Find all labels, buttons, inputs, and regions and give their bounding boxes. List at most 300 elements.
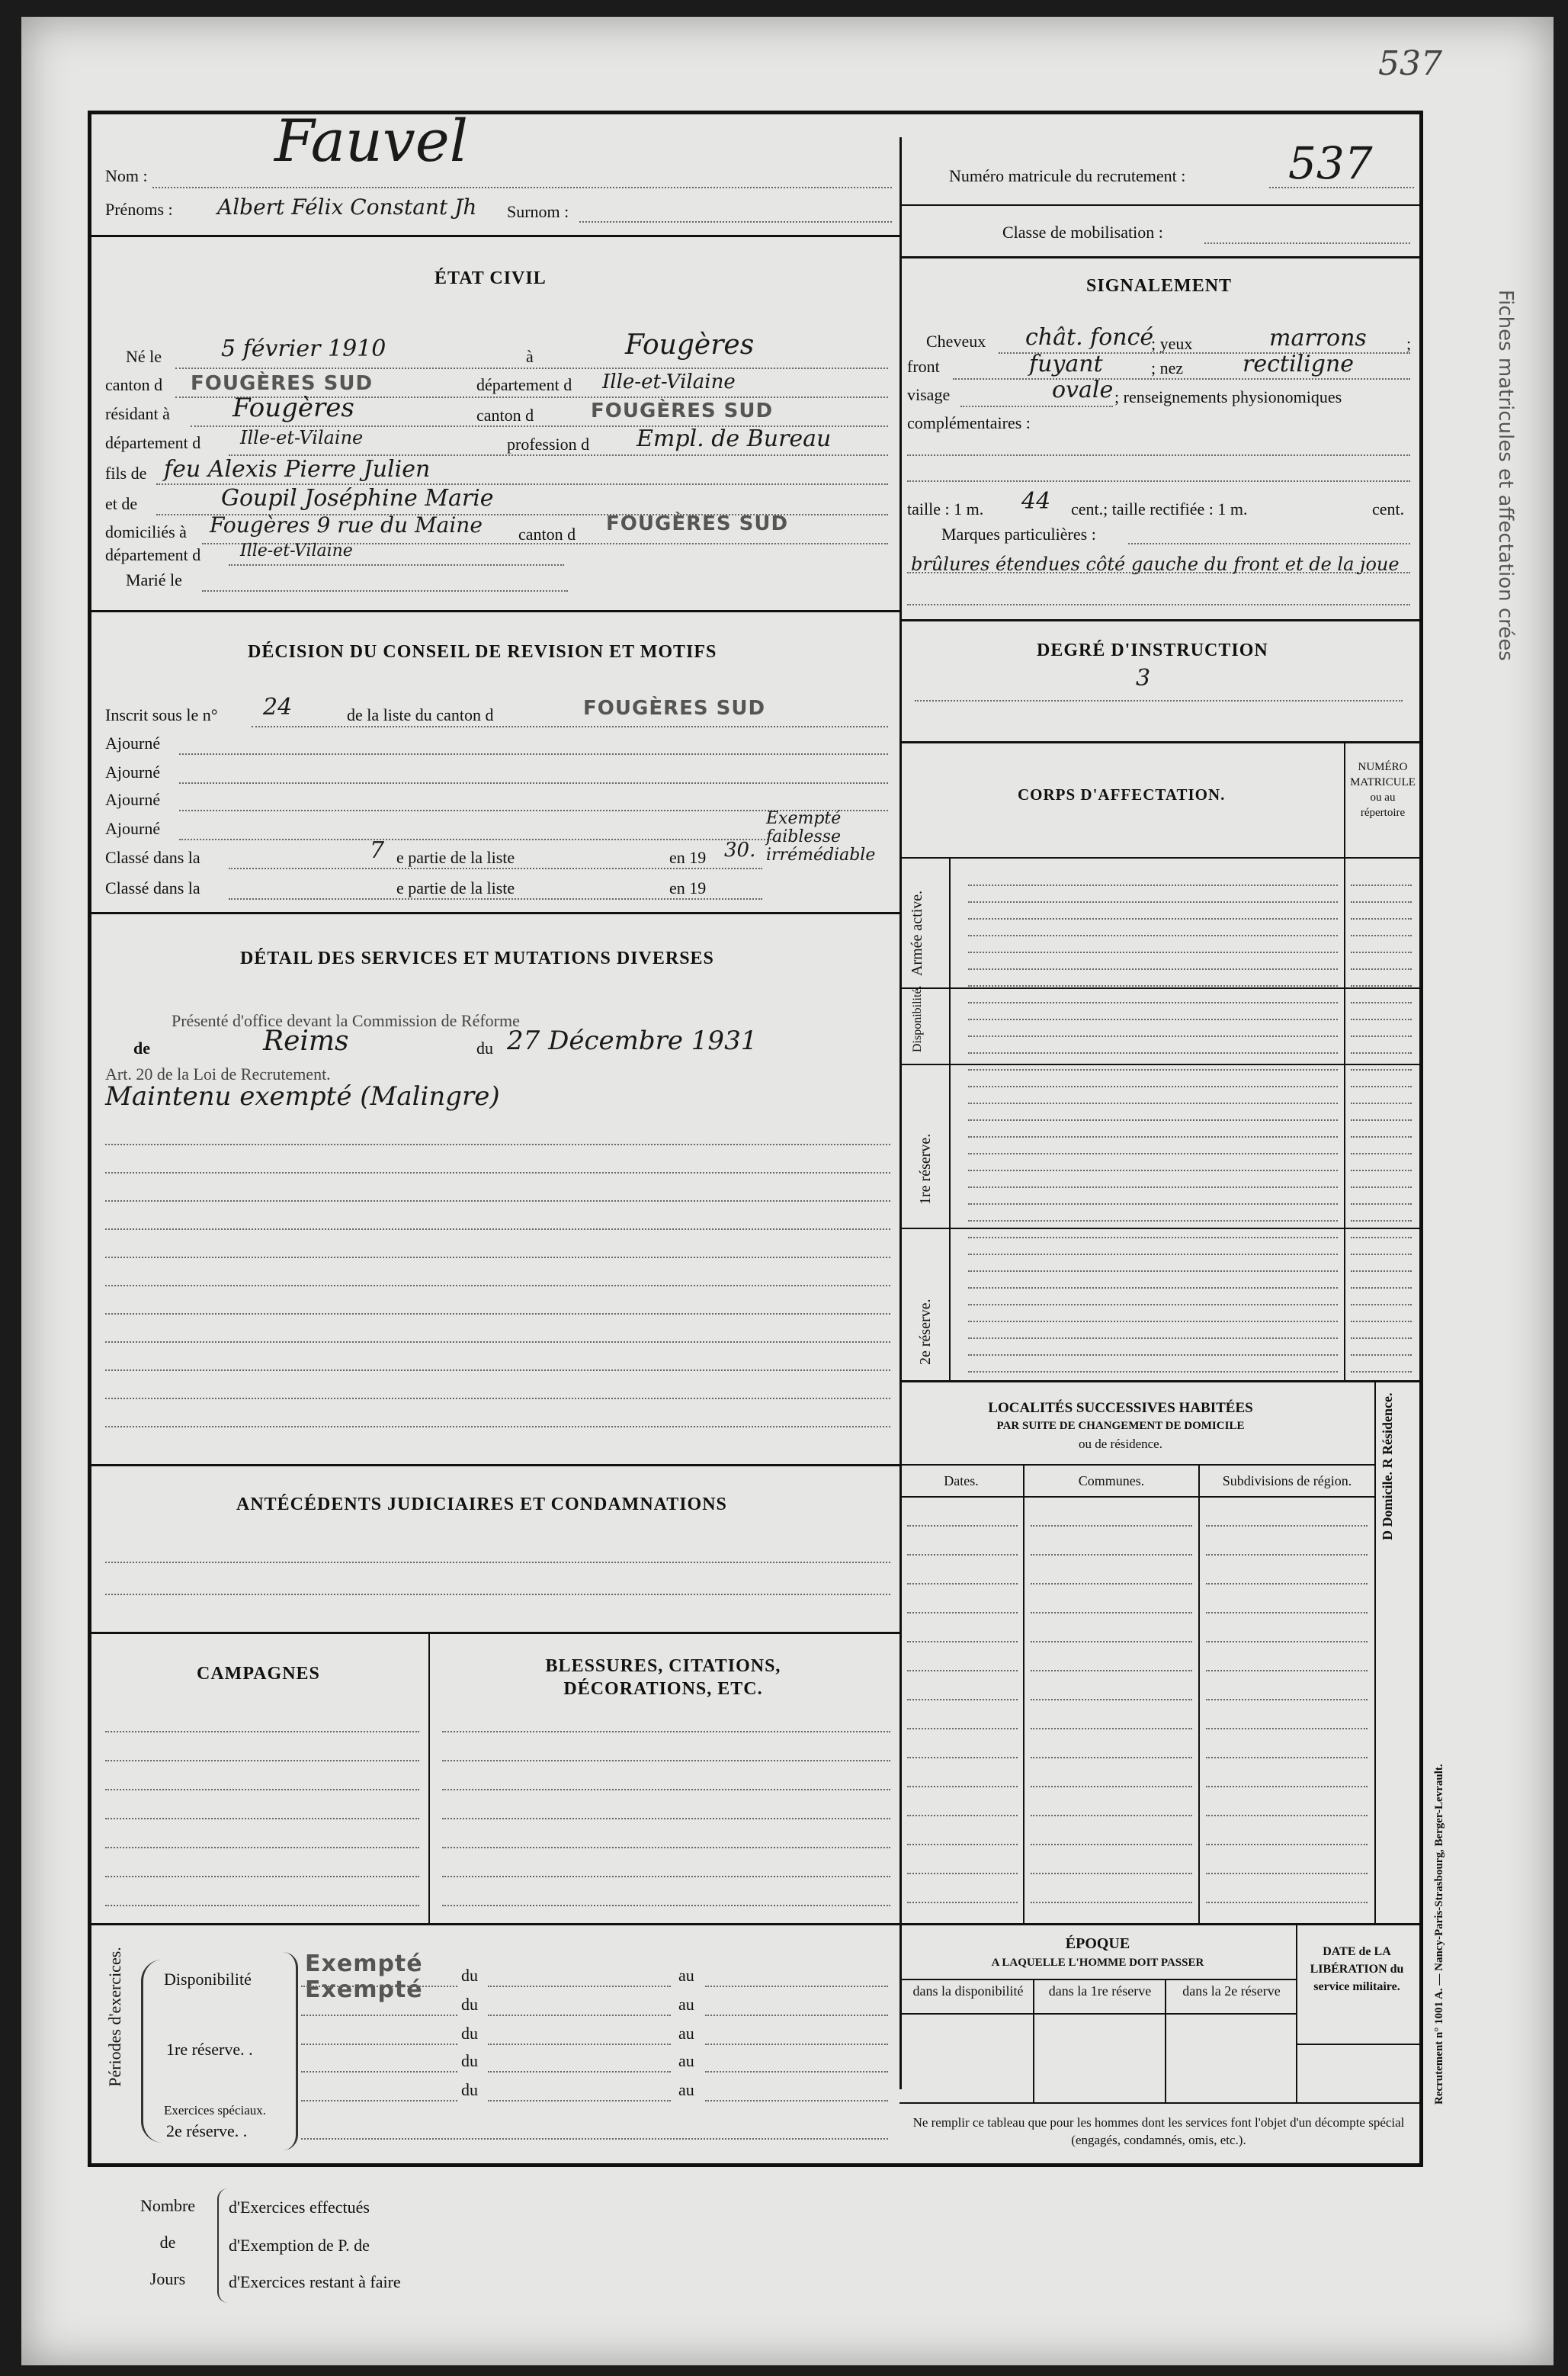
domicile-value: Fougères 9 rue du Maine — [210, 512, 483, 538]
localites-line — [907, 1873, 1018, 1874]
numero-line — [1351, 1354, 1412, 1356]
services-lieu: Reims — [263, 1026, 349, 1057]
localites-line — [907, 1757, 1018, 1758]
numero-line — [1351, 1270, 1412, 1272]
liste-label: de la liste du canton d — [347, 705, 494, 724]
a-label: à — [526, 347, 534, 366]
printer-mark: Recrutement n° 1001 A. — Nancy-Paris-Strasbourg, Berger-Levrault. — [1433, 1764, 1445, 2105]
mere-value: Goupil Joséphine Marie — [221, 485, 494, 512]
blessures-line — [442, 1847, 890, 1848]
services-line — [105, 1398, 890, 1399]
armee-active-label: Armée active. — [909, 890, 925, 976]
periode-line — [705, 2044, 888, 2045]
en-label: en 19 — [669, 848, 707, 867]
numero-line — [1351, 1186, 1412, 1188]
ajourne-line-1 — [179, 753, 888, 755]
periode-line — [301, 2044, 457, 2045]
corps-line — [968, 885, 1338, 886]
corps-line — [968, 918, 1338, 920]
periode-au-label: au — [678, 1995, 694, 2014]
corps-line — [968, 1019, 1338, 1020]
decision-title: DÉCISION DU CONSEIL DE REVISION ET MOTIFS — [248, 642, 717, 662]
inscrit-num: 24 — [263, 694, 293, 721]
classe-dans-label: Classé dans la — [105, 848, 200, 867]
profession-value: Empl. de Bureau — [636, 425, 832, 452]
corps-bottom — [899, 1380, 1419, 1382]
blessures-line — [442, 1789, 890, 1790]
localites-line — [907, 1844, 1018, 1845]
services-line1: Présenté d'office devant la Commission de Réforme — [172, 1011, 520, 1030]
services-line — [105, 1426, 890, 1427]
corps-line — [968, 1052, 1338, 1054]
services-line — [105, 1313, 890, 1315]
corps-title: CORPS D'AFFECTATION. — [1018, 785, 1226, 804]
localites-subtitle: PAR SUITE DE CHANGEMENT DE DOMICILE — [996, 1420, 1245, 1432]
epoque-col-reserve1: dans la 1re réserve — [1048, 1983, 1152, 1999]
epoque-subheader-rule — [899, 1979, 1296, 1980]
corps-numero-divider — [1344, 741, 1345, 1380]
numero-line — [1351, 918, 1412, 920]
corps-line — [968, 985, 1338, 987]
visage-line — [960, 406, 1113, 407]
complementaires-label: complémentaires : — [907, 413, 1031, 432]
services-line — [105, 1285, 890, 1286]
campagnes-line — [105, 1818, 419, 1819]
periodes-brace-right — [282, 1952, 298, 2150]
localites-line — [907, 1525, 1018, 1527]
cheveux-label: Cheveux — [926, 332, 986, 351]
numero-line — [1351, 1035, 1412, 1037]
numero-line — [1351, 1287, 1412, 1289]
classe-label: Classe de mobilisation : — [1002, 223, 1163, 242]
numero-line — [1351, 1052, 1412, 1054]
corps-line — [968, 1237, 1338, 1238]
localites-line — [907, 1786, 1018, 1787]
disponibilite-label: Disponibilité. — [911, 985, 924, 1052]
corps-line — [968, 1203, 1338, 1205]
numero-line — [1351, 1237, 1412, 1238]
localites-subtitle2: ou de résidence. — [1079, 1437, 1162, 1451]
prenoms-label: Prénoms : — [105, 200, 173, 219]
jours-exercices-effectues: d'Exercices effectués — [229, 2198, 370, 2217]
domicile-residence-label: D Domicile. R Résidence. — [1380, 1392, 1395, 1540]
localites-line — [1031, 1757, 1192, 1758]
exempte-stamp-1: Exempté — [305, 1951, 423, 1977]
departement3-value: Ille-et-Vilaine — [240, 541, 353, 560]
header-right-rule — [899, 204, 1419, 206]
localites-line — [1031, 1525, 1192, 1527]
renseignements-label: ; renseignements physionomiques — [1114, 387, 1342, 406]
localites-line — [907, 1554, 1018, 1556]
periode-au-label: au — [678, 2051, 694, 2070]
localites-line — [1206, 1815, 1368, 1816]
numero-line — [1351, 1002, 1412, 1003]
services-line — [105, 1341, 890, 1343]
localites-title: LOCALITÉS SUCCESSIVES HABITÉES — [988, 1400, 1253, 1416]
numero-line — [1351, 1069, 1412, 1071]
corps-dispo-bottom — [899, 1064, 1419, 1065]
localites-line — [1206, 1612, 1368, 1613]
localites-line — [1031, 1902, 1192, 1903]
periodes-disponibilite: Disponibilité — [164, 1970, 252, 1989]
localites-line — [1031, 1844, 1192, 1845]
services-line — [105, 1144, 890, 1145]
corps-line — [968, 1153, 1338, 1154]
numero-line — [1351, 1119, 1412, 1121]
periode-line — [488, 1986, 671, 1987]
antecedents-line1 — [105, 1562, 890, 1563]
corps-line — [968, 1371, 1338, 1373]
periode-line — [705, 2015, 888, 2016]
localites-line — [1206, 1525, 1368, 1527]
departement3-label: département d — [105, 545, 201, 564]
localites-line — [1031, 1873, 1192, 1874]
periodes-speciaux: Exercices spéciaux. — [164, 2103, 267, 2118]
localites-line — [1031, 1786, 1192, 1787]
epoque-col2 — [1165, 1979, 1166, 2102]
margin-note: Fiches matricules et affectation crées — [1494, 290, 1517, 661]
localites-line — [1206, 1786, 1368, 1787]
corps-line — [968, 1354, 1338, 1356]
classe-line — [1204, 242, 1410, 244]
periode-line — [301, 1986, 457, 1987]
jours-exercices-restant: d'Exercices restant à faire — [229, 2272, 401, 2291]
services-line — [105, 1228, 890, 1230]
partie2-label: e partie de la liste — [396, 878, 515, 897]
motif-value: Exempté faiblesse irrémédiable — [766, 809, 876, 865]
localites-col1 — [1023, 1464, 1024, 1923]
ajourne-4: Ajourné — [105, 819, 161, 838]
exempte-stamp-2: Exempté — [305, 1976, 423, 2003]
visage-label: visage — [907, 385, 951, 404]
periodes-side-label: Périodes d'exercices. — [105, 1947, 124, 2087]
services-du-label: du — [476, 1039, 493, 1058]
matricule-line — [1269, 187, 1414, 188]
localites-line — [1206, 1699, 1368, 1700]
blessures-title: BLESSURES, CITATIONS, DÉCORATIONS, ETC. — [545, 1656, 781, 1699]
localites-line — [1031, 1583, 1192, 1585]
canton3-stamp: FOUGÈRES SUD — [606, 512, 789, 535]
ne-le-line — [175, 368, 888, 369]
services-line — [105, 1172, 890, 1174]
profession-label: profession d — [507, 435, 590, 454]
corps-line — [968, 1254, 1338, 1255]
services-de-label: de — [133, 1039, 150, 1058]
numero-line — [1351, 885, 1412, 886]
localites-line — [1206, 1554, 1368, 1556]
domicilie-label: domiciliés à — [105, 522, 187, 541]
ajourne-2: Ajourné — [105, 763, 161, 782]
cheveux-value: chât. foncé — [1025, 324, 1154, 351]
periode-line — [488, 2071, 671, 2073]
nom-value: Fauvel — [274, 107, 469, 175]
jours-label-jours: Jours — [149, 2269, 186, 2288]
nom-label: Nom : — [105, 166, 148, 185]
localites-line — [1206, 1873, 1368, 1874]
localites-line — [1031, 1699, 1192, 1700]
localites-line — [907, 1583, 1018, 1585]
matricule-label: Numéro matricule du recrutement : — [949, 166, 1186, 185]
localites-line — [1206, 1757, 1368, 1758]
corps-line — [968, 1321, 1338, 1322]
ajourne-3: Ajourné — [105, 790, 161, 809]
date-liberation-rule — [1296, 2044, 1419, 2045]
localites-line — [1206, 1641, 1368, 1642]
corps-line — [968, 935, 1338, 936]
corps-line — [968, 968, 1338, 970]
localites-line — [907, 1815, 1018, 1816]
numero-line — [1351, 968, 1412, 970]
antecedents-bottom — [91, 1632, 901, 1634]
periode-line — [488, 2015, 671, 2016]
corps-line — [968, 1002, 1338, 1003]
antecedents-title: ANTÉCÉDENTS JUDICIAIRES ET CONDAMNATIONS — [236, 1495, 727, 1514]
localites-col-dates: Dates. — [944, 1473, 979, 1488]
corps-line — [968, 1119, 1338, 1121]
inscrit-line — [252, 726, 888, 727]
epoque-col-reserve2: dans la 2e réserve — [1182, 1983, 1281, 1999]
services-line — [105, 1200, 890, 1202]
localites-line — [907, 1670, 1018, 1671]
nez-value: rectiligne — [1243, 351, 1355, 377]
blessures-line — [442, 1760, 890, 1761]
localites-header-bottom — [899, 1496, 1375, 1498]
taille-rectifiee-label: cent.; taille rectifiée : 1 m. — [1071, 499, 1248, 519]
marques-value: brûlures étendues côté gauche du front et de la joue — [911, 554, 1400, 575]
reserve1-label: 1re réserve. — [917, 1133, 934, 1205]
campagnes-line — [105, 1876, 419, 1877]
inscrit-label: Inscrit sous le n° — [105, 705, 218, 724]
epoque-subtitle: A LAQUELLE L'HOMME DOIT PASSER — [991, 1957, 1204, 1969]
jours-label-de: de — [159, 2233, 176, 2252]
corps-left-divider — [949, 857, 951, 1380]
antecedents-line2 — [105, 1594, 890, 1595]
canton3-label: canton d — [518, 525, 576, 544]
numero-line — [1351, 901, 1412, 903]
services-line — [105, 1369, 890, 1371]
numero-matricule-header: NUMÉRO MATRICULE ou au répertoire — [1350, 761, 1416, 819]
cent-label: cent. — [1372, 499, 1405, 519]
services-title: DÉTAIL DES SERVICES ET MUTATIONS DIVERSES — [240, 949, 714, 968]
localites-col2 — [1198, 1464, 1200, 1923]
periodes-brace — [141, 1960, 165, 2143]
instruction-bottom — [899, 741, 1419, 743]
epoque-date-divider — [1296, 1923, 1297, 2102]
marques-line2 — [907, 604, 1410, 605]
marques-line0 — [1128, 543, 1410, 544]
marques-label: Marques particulières : — [941, 525, 1096, 544]
epoque-bottom — [899, 2102, 1419, 2104]
periode-du-label: du — [461, 1995, 478, 2014]
campagnes-line — [105, 1731, 419, 1732]
localites-col-subdivisions: Subdivisions de région. — [1222, 1473, 1352, 1488]
localites-line — [1031, 1554, 1192, 1556]
periode-au-label: au — [678, 2024, 694, 2043]
taille-value: 44 — [1021, 488, 1051, 515]
corps-line — [968, 1103, 1338, 1104]
corps-line — [968, 1287, 1338, 1289]
campagnes-line — [105, 1789, 419, 1790]
residant-label: résidant à — [105, 404, 170, 423]
numero-line — [1351, 1203, 1412, 1205]
localites-line — [907, 1699, 1018, 1700]
header-rule-right — [899, 256, 1419, 258]
epoque-header-rule — [899, 2013, 1296, 2015]
classe-line-1 — [229, 868, 762, 869]
complementaires-line2 — [907, 480, 1410, 482]
periode-line — [301, 2015, 457, 2016]
epoque-col1 — [1033, 1979, 1034, 2102]
blessures-line — [442, 1876, 890, 1877]
corps-line — [968, 1086, 1338, 1087]
departement-label: département d — [476, 375, 572, 394]
front-label: front — [907, 357, 940, 376]
etat-civil-bottom — [91, 610, 901, 612]
ajourne-line-4 — [179, 839, 774, 840]
canton2-stamp: FOUGÈRES SUD — [591, 400, 774, 422]
periode-line — [301, 2071, 457, 2073]
services-bottom — [91, 1464, 901, 1466]
jours-exemption: d'Exemption de P. de — [229, 2236, 370, 2255]
localites-side-divider — [1374, 1380, 1376, 1923]
periodes-reserve2: 2e réserve. . — [166, 2121, 248, 2140]
ajourne-line-2 — [179, 782, 888, 784]
localites-header-top — [899, 1464, 1375, 1466]
departement3-line — [229, 564, 564, 566]
instruction-value: 3 — [1136, 665, 1151, 692]
complementaires-line1 — [907, 454, 1410, 456]
localites-line — [1031, 1641, 1192, 1642]
numero-line — [1351, 1220, 1412, 1222]
numero-line — [1351, 935, 1412, 936]
pere-value: feu Alexis Pierre Julien — [164, 456, 431, 483]
signalement-bottom — [899, 619, 1419, 621]
departement2-value: Ille-et-Vilaine — [240, 427, 364, 448]
surnom-line — [579, 221, 892, 223]
numero-line — [1351, 1321, 1412, 1322]
jours-label-nombre: Nombre — [139, 2196, 196, 2215]
services-art-line: Art. 20 de la Loi de Recrutement. — [105, 1064, 331, 1084]
localites-line — [907, 1728, 1018, 1729]
ne-le-value: 5 février 1910 — [221, 336, 386, 362]
periode-du-label: du — [461, 2080, 478, 2099]
numero-line — [1351, 1086, 1412, 1087]
etat-civil-title: ÉTAT CIVIL — [434, 268, 547, 288]
numero-line — [1351, 1254, 1412, 1255]
localites-line — [907, 1612, 1018, 1613]
annee-value: 30. — [724, 839, 756, 862]
date-liberation-header: DATE de LA LIBÉRATION du service militaire. — [1310, 1945, 1404, 1993]
numero-line — [1351, 1019, 1412, 1020]
periodes-reserve1: 1re réserve. . — [166, 2040, 253, 2059]
blessures-line — [442, 1905, 890, 1906]
periode-line — [705, 2071, 888, 2073]
numero-line — [1351, 1337, 1412, 1339]
yeux-sep: ; — [1406, 334, 1412, 353]
periode-line — [301, 2138, 888, 2140]
campagnes-line — [105, 1847, 419, 1848]
classe2-dans-label: Classé dans la — [105, 878, 200, 897]
numero-line — [1351, 1136, 1412, 1138]
instruction-title: DEGRÉ D'INSTRUCTION — [1037, 641, 1268, 660]
periode-line — [705, 1986, 888, 1987]
periode-au-label: au — [678, 1966, 694, 1985]
localites-line — [1206, 1670, 1368, 1671]
services-date: 27 Décembre 1931 — [507, 1026, 758, 1056]
numero-line — [1351, 1304, 1412, 1305]
localites-line — [907, 1641, 1018, 1642]
corps-line — [968, 1220, 1338, 1222]
fils-label: fils de — [105, 464, 147, 483]
periode-au-label: au — [678, 2080, 694, 2099]
localites-line — [1206, 1844, 1368, 1845]
services-maintenu: Maintenu exempté (Malingre) — [105, 1081, 500, 1112]
corps-line — [968, 1035, 1338, 1037]
header-rule-left — [91, 235, 901, 237]
corps-line — [968, 1337, 1338, 1339]
corps-line — [968, 901, 1338, 903]
epoque-note: Ne remplir ce tableau que pour les hommes dont les services font l'objet d'un décompte spécial (engagés, condamnés, omis, etc.). — [912, 2115, 1405, 2147]
numero-line — [1351, 1153, 1412, 1154]
departement2-label: département d — [105, 433, 201, 452]
localites-line — [1031, 1815, 1192, 1816]
mere-label: et de — [105, 494, 138, 513]
periode-line — [488, 2100, 671, 2101]
residant-value: Fougères — [232, 393, 354, 423]
localites-col-communes: Communes. — [1078, 1473, 1145, 1488]
ajourne-1: Ajourné — [105, 734, 161, 753]
corps-active-bottom — [899, 987, 1419, 989]
front-line — [953, 378, 1410, 380]
localites-line — [1031, 1670, 1192, 1671]
services-line — [105, 1257, 890, 1258]
reserve2-label: 2e réserve. — [917, 1299, 934, 1365]
signalement-title: SIGNALEMENT — [1086, 276, 1233, 296]
corps-line — [968, 1069, 1338, 1071]
canton-label: canton d — [105, 375, 163, 394]
corps-res1-bottom — [899, 1228, 1419, 1229]
decision-bottom — [91, 912, 901, 914]
en2-label: en 19 — [669, 878, 707, 897]
surnom-label: Surnom : — [507, 202, 569, 221]
localites-line — [1031, 1612, 1192, 1613]
periode-du-label: du — [461, 2051, 478, 2070]
instruction-line — [915, 700, 1403, 702]
localites-line — [1206, 1728, 1368, 1729]
nez-label: ; nez — [1151, 358, 1184, 377]
localites-line — [907, 1902, 1018, 1903]
center-divider — [899, 137, 902, 2089]
periode-line — [705, 2100, 888, 2101]
classe-line-2 — [229, 898, 762, 900]
lieu-value: Fougères — [625, 329, 755, 361]
localites-line — [1206, 1583, 1368, 1585]
corps-line — [968, 952, 1338, 953]
corps-line — [968, 1170, 1338, 1171]
numero-line — [1351, 1371, 1412, 1373]
yeux-value: marrons — [1269, 325, 1367, 352]
front-value: fuyant — [1029, 351, 1103, 377]
prenoms-value: Albert Félix Constant Jh — [217, 194, 477, 220]
periode-du-label: du — [461, 1966, 478, 1985]
campagnes-line — [105, 1905, 419, 1906]
periode-du-label: du — [461, 2024, 478, 2043]
marques-line1 — [907, 572, 1410, 573]
numero-line — [1351, 1170, 1412, 1171]
localites-line — [1206, 1902, 1368, 1903]
epoque-col-disponibilite: dans la disponibilité — [912, 1983, 1024, 1999]
corps-line — [968, 1136, 1338, 1138]
